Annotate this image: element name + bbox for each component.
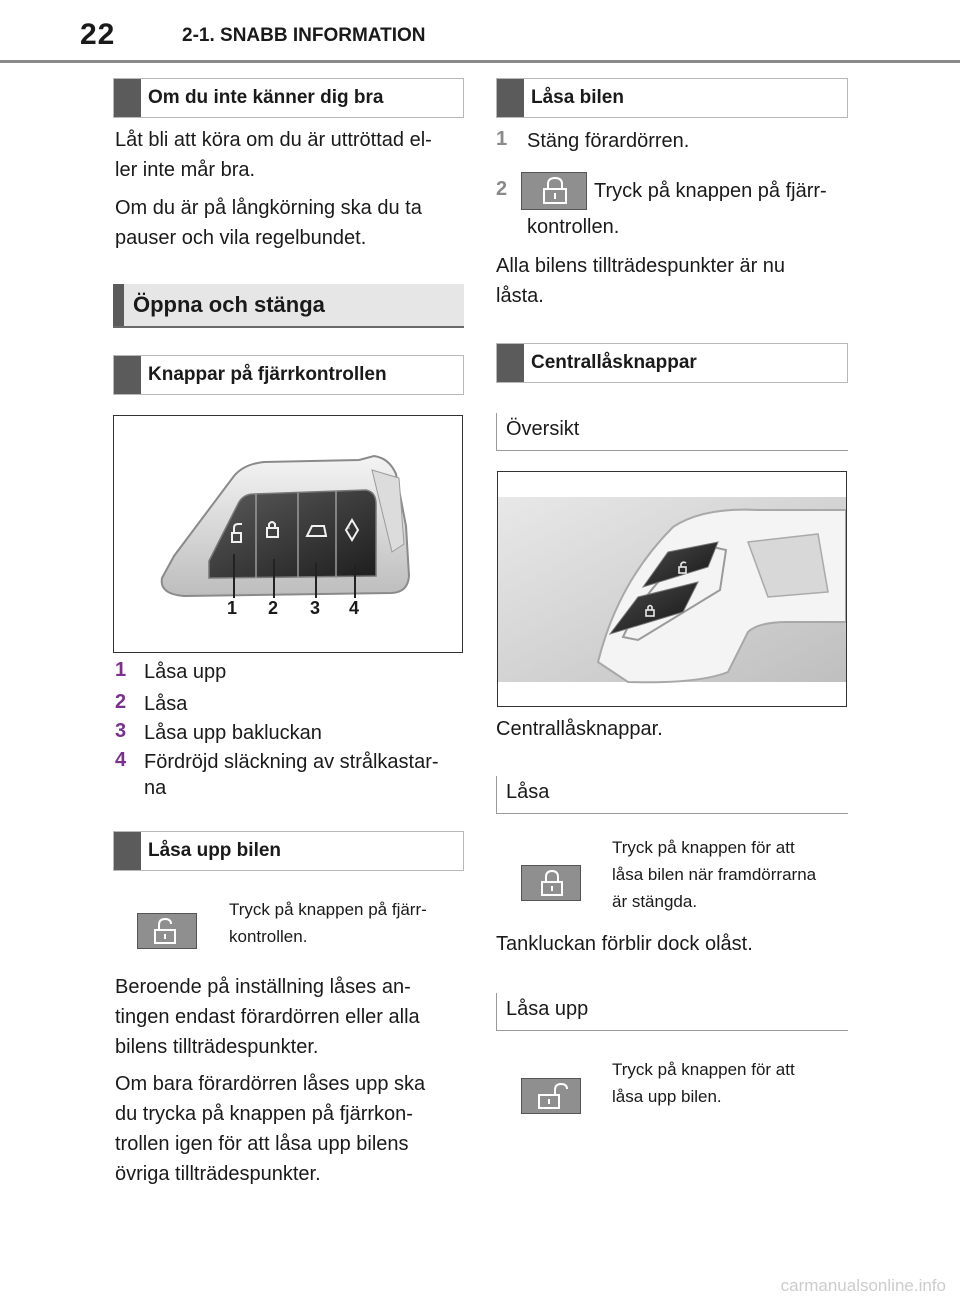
lock-button-icon: [521, 172, 587, 210]
figure-number: 3: [310, 598, 321, 618]
note-text: låsa bilen när framdörrarna: [612, 865, 817, 884]
section-open-close-header: [113, 284, 464, 328]
note-text: är stängda.: [612, 892, 698, 911]
paragraph: Låt bli att köra om du är uttröttad el-: [115, 129, 432, 151]
door-panel-illustration: [498, 472, 846, 706]
list-number: 4: [115, 749, 127, 771]
paragraph: övriga tillträdespunkter.: [115, 1163, 321, 1185]
remote-key-figure: [113, 415, 463, 653]
section-title: Låsa upp bilen: [148, 840, 282, 861]
list-item-continued: na: [144, 777, 167, 799]
section-title: Centrallåsknappar: [531, 352, 697, 373]
list-number: 2: [115, 691, 127, 713]
list-item: Låsa upp bakluckan: [144, 722, 322, 744]
watermark: carmanualsonline.info: [780, 1276, 946, 1295]
step-text: Stäng förardörren.: [527, 130, 690, 152]
list-item: Låsa upp: [144, 661, 227, 683]
figure-number: 2: [268, 598, 279, 618]
figure-number: 1: [227, 598, 238, 618]
central-unlock-button-icon: [521, 1078, 581, 1114]
paragraph: Om bara förardörren låses upp ska: [115, 1073, 426, 1095]
section-title: Om du inte känner dig bra: [148, 87, 384, 108]
paragraph: Tankluckan förblir dock olåst.: [496, 933, 753, 955]
paragraph: pauser och vila regelbundet.: [115, 227, 367, 249]
note-text: kontrollen.: [229, 927, 308, 946]
section-title: Knappar på fjärrkontrollen: [148, 364, 387, 385]
section-central-header: [496, 343, 848, 383]
step-number: 2: [496, 178, 508, 200]
subsection-title: Låsa upp: [506, 998, 589, 1020]
section-feeling-header: [113, 78, 464, 118]
chapter-title: 2-1. SNABB INFORMATION: [182, 25, 426, 46]
central-lock-figure: [497, 471, 847, 707]
figure-caption: Centrallåsknappar.: [496, 718, 663, 740]
section-title: Öppna och stänga: [133, 292, 325, 317]
section-remote-header: [113, 355, 464, 395]
section-title: Låsa bilen: [531, 87, 624, 108]
page-number: 22: [80, 18, 116, 51]
step-number: 1: [496, 128, 508, 150]
figure-number: 4: [349, 598, 360, 618]
section-lock-header: [496, 78, 848, 118]
unlock-button-icon: [137, 913, 197, 949]
subsection-unlock: [496, 993, 848, 1031]
subsection-lock: [496, 776, 848, 814]
list-item: Fördröjd släckning av strålkastar-: [144, 751, 439, 773]
list-number: 1: [115, 659, 127, 681]
list-item: Låsa: [144, 693, 188, 715]
paragraph: Beroende på inställning låses an-: [115, 976, 411, 998]
paragraph: bilens tillträdespunkter.: [115, 1036, 319, 1058]
section-unlock-header: [113, 831, 464, 871]
header-rule: [0, 60, 960, 63]
paragraph: låsta.: [496, 285, 544, 307]
paragraph: tingen endast förardörren eller alla: [115, 1006, 420, 1028]
step-text: kontrollen.: [527, 216, 620, 238]
remote-key-illustration: [114, 416, 462, 652]
central-lock-button-icon: [521, 865, 581, 901]
list-number: 3: [115, 720, 127, 742]
note-text: Tryck på knappen för att: [612, 1060, 795, 1079]
subsection-title: Låsa: [506, 781, 550, 803]
paragraph: ler inte mår bra.: [115, 159, 256, 181]
step-text: Tryck på knappen på fjärr-: [594, 180, 827, 202]
paragraph: Alla bilens tillträdespunkter är nu: [496, 255, 786, 277]
subsection-title: Översikt: [506, 418, 580, 440]
paragraph: du trycka på knappen på fjärrkon-: [115, 1103, 413, 1125]
paragraph: trollen igen för att låsa upp bilens: [115, 1133, 409, 1155]
note-text: Tryck på knappen på fjärr-: [229, 900, 427, 919]
note-text: låsa upp bilen.: [612, 1087, 722, 1106]
note-text: Tryck på knappen för att: [612, 838, 795, 857]
paragraph: Om du är på långkörning ska du ta: [115, 197, 422, 219]
subsection-overview: [496, 413, 848, 451]
